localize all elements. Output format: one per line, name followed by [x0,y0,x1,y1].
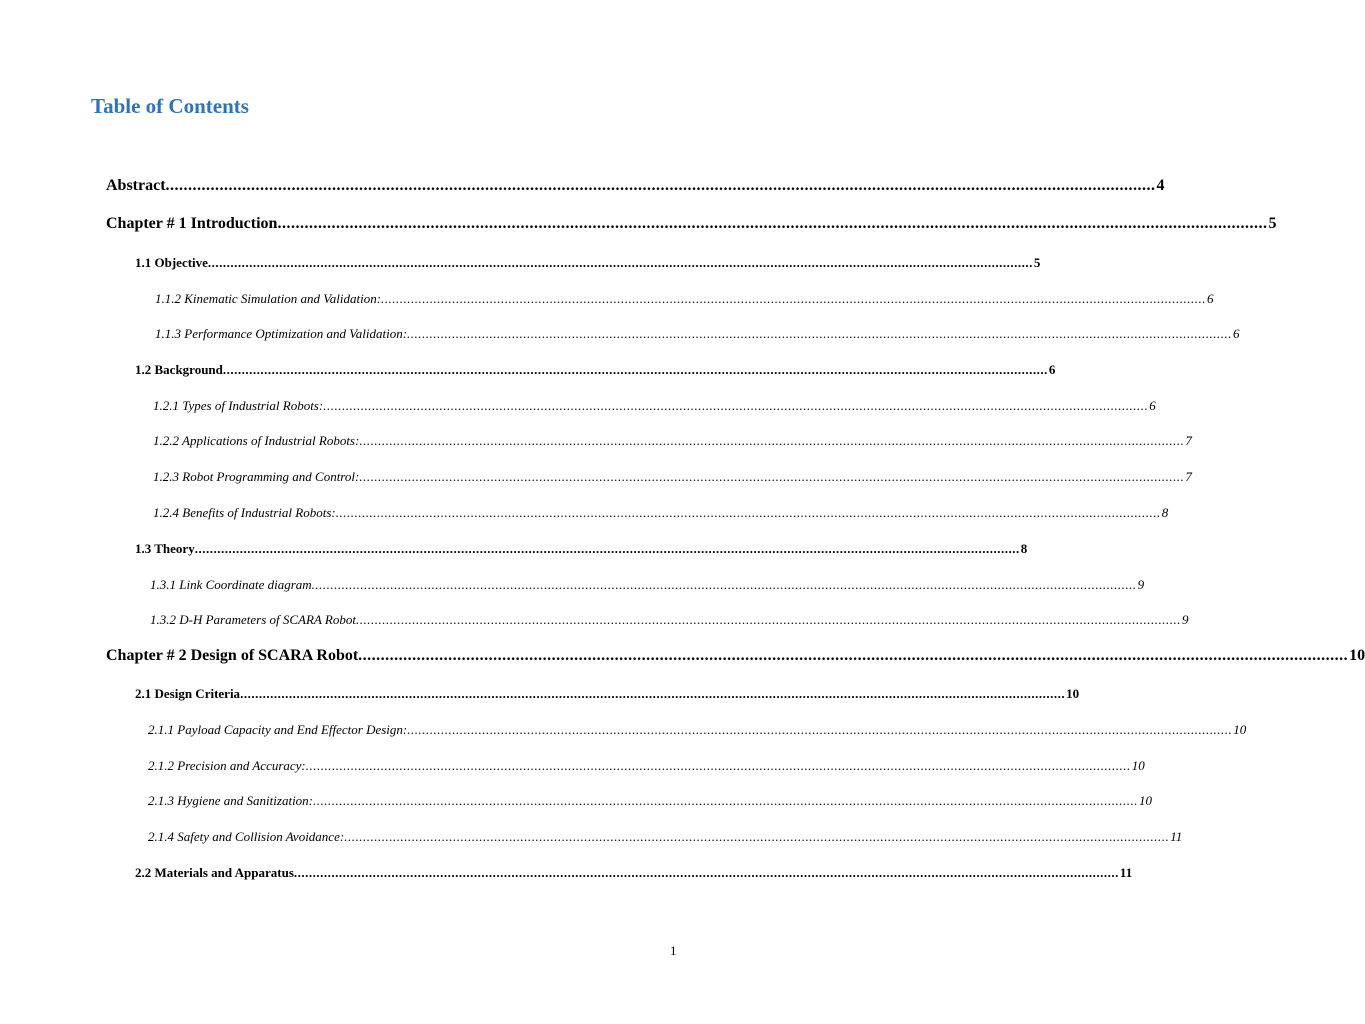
toc-entry[interactable] [106,647,1365,665]
toc-entry-label: Chapter # 2 Design of SCARA Robot [106,647,359,664]
toc-leader-dots: ............................................................................................................................................................................................................................ [207,255,1033,270]
toc-entry[interactable] [155,326,1240,342]
toc-leader-dots: ............................................................................................................................................................................................................................ [359,469,1185,484]
toc-leader-dots: ............................................................................................................................................................................................................................ [381,291,1207,306]
toc-entry-label: 1.2.3 Robot Programming and Control: [153,469,360,484]
toc-entry-page: 4 [1156,177,1165,194]
toc-entry-page: 7 [1185,433,1192,448]
toc-entry-label: Chapter # 1 Introduction [106,215,278,232]
toc-entry[interactable] [148,758,1145,774]
toc-entry-page: 9 [1181,612,1189,627]
toc-leader-dots: ............................................................................................................................................................................................................................ [335,505,1161,520]
toc-entry[interactable] [153,433,1192,449]
toc-leader-dots: ............................................................................................................................................................................................................................ [222,362,1048,377]
toc-leader-dots: ............................................................................................................................................................................................................................ [313,793,1139,808]
toc-leader-dots: ............................................................................................................................................................................................................................ [194,541,1020,556]
toc-entry-page: 8 [1020,541,1028,556]
toc-entry[interactable] [150,577,1145,593]
toc-entry-label: 1.3.1 Link Coordinate diagram [150,577,312,592]
toc-entry-label: 2.1.2 Precision and Accuracy: [148,758,306,773]
toc-entry-page: 7 [1185,469,1192,484]
toc-entry[interactable] [150,612,1189,628]
toc-entry[interactable] [106,215,1277,233]
toc-entry[interactable] [106,177,1165,195]
toc-entry-page: 10 [1349,647,1365,664]
toc-entry-label: 2.1.3 Hygiene and Sanitization: [148,793,314,808]
toc-entry-label: 2.1 Design Criteria [135,686,241,701]
toc-heading: Table of Contents [91,94,249,118]
toc-leader-dots: ............................................................................................................................................................................................................................ [407,722,1233,737]
toc-entry[interactable] [135,865,1133,881]
toc-entry-label: 1.2.2 Applications of Industrial Robots: [153,433,360,448]
toc-entry[interactable] [155,291,1214,307]
toc-entry-label: 2.2 Materials and Apparatus [135,865,294,880]
toc-entry-label: Abstract [106,177,166,194]
toc-leader-dots: ............................................................................................................................................................................................................................ [277,215,1268,232]
toc-entry[interactable] [148,829,1183,845]
toc-entry[interactable] [135,541,1028,557]
toc-entry-page: 10 [1233,722,1247,737]
toc-entry[interactable] [148,793,1153,809]
toc-leader-dots: ............................................................................................................................................................................................................................ [355,612,1181,627]
toc-leader-dots: ............................................................................................................................................................................................................................ [323,398,1149,413]
toc-entry-page: 8 [1161,505,1169,520]
toc-entry-label: 1.3 Theory [135,541,195,556]
toc-leader-dots: ............................................................................................................................................................................................................................ [311,577,1137,592]
toc-entry-label: 1.2 Background [135,362,223,377]
toc-entry[interactable] [135,686,1080,702]
toc-entry-label: 2.1.4 Safety and Collision Avoidance: [148,829,345,844]
toc-entry-page: 9 [1137,577,1145,592]
toc-entry-page: 11 [1170,829,1183,844]
toc-leader-dots: ............................................................................................................................................................................................................................ [344,829,1170,844]
toc-entry-label: 1.2.4 Benefits of Industrial Robots: [153,505,336,520]
toc-entry[interactable] [135,362,1056,378]
toc-entry[interactable] [153,398,1156,414]
toc-entry-label: 1.3.2 D-H Parameters of SCARA Robot [150,612,356,627]
toc-leader-dots: ............................................................................................................................................................................................................................ [305,758,1131,773]
toc-entry-page: 5 [1033,255,1041,270]
toc-leader-dots: ............................................................................................................................................................................................................................ [358,647,1349,664]
toc-entry-label: 1.1.3 Performance Optimization and Validation: [155,326,408,341]
toc-entry-page: 10 [1131,758,1145,773]
toc-entry-label: 1.2.1 Types of Industrial Robots: [153,398,324,413]
toc-leader-dots: ............................................................................................................................................................................................................................ [359,433,1185,448]
page-number: 1 [670,943,677,958]
toc-entry[interactable] [153,505,1169,521]
toc-leader-dots: ............................................................................................................................................................................................................................ [293,865,1119,880]
toc-entry[interactable] [153,469,1192,485]
toc-entry[interactable] [148,722,1247,738]
toc-leader-dots: ............................................................................................................................................................................................................................ [240,686,1066,701]
toc-entry-label: 1.1 Objective [135,255,208,270]
toc-entry-page: 10 [1139,793,1153,808]
toc-entry-label: 2.1.1 Payload Capacity and End Effector Design: [148,722,408,737]
toc-entry-page: 6 [1048,362,1056,377]
toc-leader-dots: ............................................................................................................................................................................................................................ [165,177,1156,194]
toc-entry-page: 6 [1207,291,1214,306]
toc-leader-dots: ............................................................................................................................................................................................................................ [407,326,1233,341]
toc-entry-page: 5 [1268,215,1277,232]
toc-entry-page: 6 [1233,326,1240,341]
toc-entry-page: 6 [1149,398,1156,413]
toc-entry[interactable] [135,255,1041,271]
toc-entry-page: 10 [1066,686,1080,701]
toc-entry-label: 1.1.2 Kinematic Simulation and Validation: [155,291,382,306]
toc-entry-page: 11 [1119,865,1133,880]
